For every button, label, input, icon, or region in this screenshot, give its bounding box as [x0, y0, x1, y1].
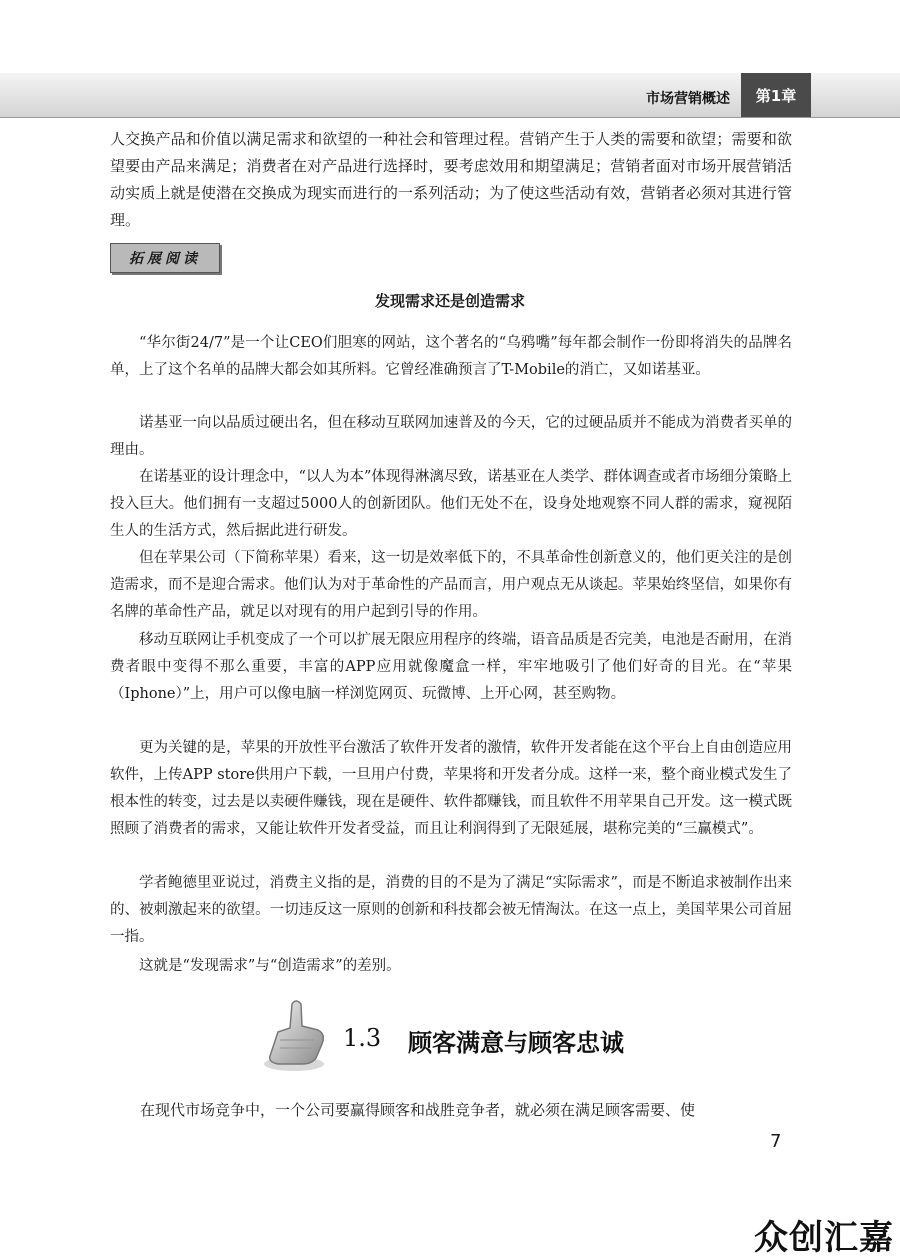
page-number: 7: [770, 1131, 782, 1152]
article-title: 发现需求还是创造需求: [374, 292, 525, 310]
extended-reading-label: 拓展阅读: [110, 243, 220, 273]
article-paragraph: 但在苹果公司（下简称苹果）看来，这一切是效率低下的，不具革命性创新意义的，他们更关注的是创造需求，而不是迎合需求。他们认为对于革命性的产品而言，用户观点无从谈起。苹果始终坚信，如果你有名牌的革命性产品，就足以对现有的用户起到引导的作用。: [110, 550, 792, 620]
section-number: 1.3: [343, 1024, 382, 1052]
intro-paragraph: 人交换产品和价值以满足需求和欲望的一种社会和管理过程。营销产生于人类的需要和欲望；需要和欲望要由产品来满足；消费者在对产品进行选择时，要考虑效用和期望满足；营销者面对市场开展营销活动实质上就是使潜在交换成为现实而进行的一系列活动；为了使这些活动有效，营销者必须对其进行管理。: [110, 130, 792, 229]
running-header-title: 市场营销概述: [646, 91, 730, 107]
chapter-tab: 第1章: [741, 73, 811, 117]
article-paragraph: “华尔街24/7”是一个让CEO们胆寒的网站，这个著名的“乌鸦嘴”每年都会制作一份即将消失的品牌名单，上了这个名单的品牌大都会如其所料。它曾经准确预言了T-Mobile的消亡，又如诺基亚。: [110, 335, 792, 378]
article-paragraph: 移动互联网让手机变成了一个可以扩展无限应用程序的终端，语音品质是否完美，电池是否耐用，在消费者眼中变得不那么重要，丰富的APP应用就像魔盒一样，牢牢地吸引了他们好奇的目光。在“苹果（Iphone）”上，用户可以像电脑一样浏览网页、玩微博、上开心网，甚至购物。: [110, 632, 792, 702]
article-paragraph: 这就是“发现需求”与“创造需求”的差别。: [139, 958, 401, 974]
watermark-logo: 众创汇嘉: [754, 1218, 894, 1258]
article-paragraph: 在诺基亚的设计理念中，“以人为本”体现得淋漓尽致，诺基亚在人类学、群体调查或者市场细分策略上投入巨大。他们拥有一支超过5000人的创新团队。他们无处不在，设身处地观察不同人群的需求，窥视陌生人的生活方式，然后据此进行研发。: [110, 469, 792, 539]
pointing-hand-icon: [256, 996, 336, 1076]
section-title: 顾客满意与顾客忠诚: [408, 1029, 624, 1057]
article-paragraph: 更为关键的是，苹果的开放性平台激活了软件开发者的激情，软件开发者能在这个平台上自由创造应用软件，上传APP store供用户下载，一旦用户付费，苹果将和开发者分成。这样一来，整个商业模式发生了根本性的转变，过去是以卖硬件赚钱，现在是硬件、软件都赚钱，而且软件不用苹果自己开发。这一模式既照顾了消费者的需求，又能让软件开发者受益，而且让利润得到了无限延展，堪称完美的“三赢模式”。: [110, 740, 792, 837]
body-paragraph: 在现代市场竞争中，一个公司要赢得顾客和战胜竞争者，就必须在满足顾客需要、使: [140, 1101, 696, 1119]
article-paragraph: 诺基亚一向以品质过硬出名，但在移动互联网加速普及的今天，它的过硬品质并不能成为消费者买单的理由。: [110, 415, 792, 458]
article-paragraph: 学者鲍德里亚说过，消费主义指的是，消费的目的不是为了满足“实际需求”，而是不断追求被制作出来的、被刺激起来的欲望。一切违反这一原则的创新和科技都会被无情淘汰。在这一点上，美国苹果公司首屈一指。: [110, 875, 792, 945]
